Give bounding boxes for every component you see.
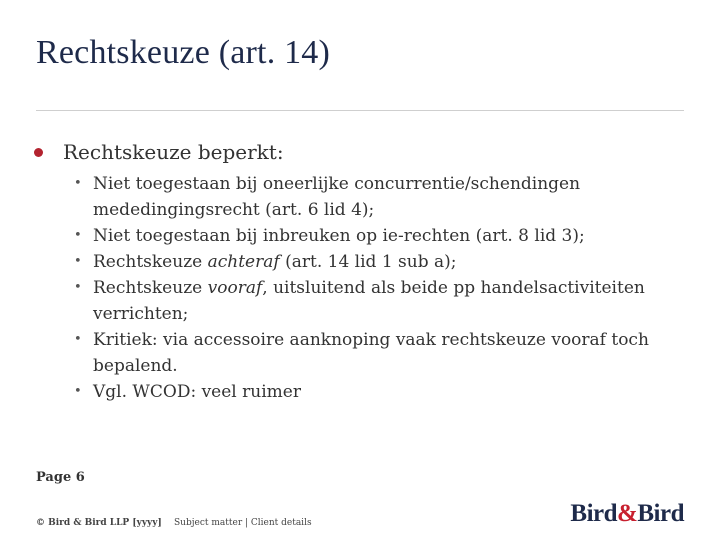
bullet-icon: • [74, 332, 82, 347]
title-divider [36, 110, 684, 111]
sub-bullet-emphasis: achteraf [207, 252, 280, 272]
footer-subject: Subject matter | Client details [174, 518, 312, 528]
sub-bullet-text: Niet toegestaan bij oneerlijke concurrentie/schendingen mededingingsrecht (art. 6 lid 4); [93, 174, 581, 220]
bullet-level1-text: Rechtskeuze beperkt: [63, 140, 284, 164]
sub-bullet-item [74, 249, 694, 275]
logo-ampersand: & [617, 500, 638, 527]
bullet-icon: • [74, 280, 82, 295]
sub-bullet-item [74, 275, 694, 327]
logo-left: Bird [570, 500, 618, 527]
sub-bullet-item [74, 171, 694, 223]
sub-bullet-text: Niet toegestaan bij inbreuken op ie-rechten (art. 8 lid 3); [93, 226, 585, 246]
bullet-level1 [34, 140, 284, 164]
bird-and-bird-logo [570, 500, 684, 528]
bullet-icon: • [74, 384, 82, 399]
logo-right: Bird [637, 500, 684, 527]
sub-bullet-item [74, 379, 694, 405]
sub-bullet-list [74, 171, 694, 405]
sub-bullet-item [74, 327, 694, 379]
sub-bullet-text: Vgl. WCOD: veel ruimer [93, 382, 301, 402]
red-bullet-icon [34, 148, 43, 157]
bullet-icon: • [74, 228, 82, 243]
sub-bullet-text: Rechtskeuze [93, 278, 208, 298]
bullet-icon: • [74, 176, 82, 191]
sub-bullet-text: (art. 14 lid 1 sub a); [279, 252, 457, 272]
sub-bullet-text: Kritiek: via accessoire aanknoping vaak rechtskeuze vooraf toch bepalend. [93, 330, 649, 376]
page-number: Page 6 [36, 470, 85, 485]
sub-bullet-emphasis: vooraf [207, 278, 263, 298]
sub-bullet-text: Rechtskeuze [93, 252, 208, 272]
footer-copyright: © Bird & Bird LLP [yyyy] [36, 518, 162, 528]
sub-bullet-item [74, 223, 694, 249]
slide-title: Rechtskeuze (art. 14) [36, 34, 331, 71]
sub-bullet-text: , uitsluitend als beide pp handelsactiviteiten verrichten; [93, 278, 645, 324]
bullet-icon: • [74, 254, 82, 269]
